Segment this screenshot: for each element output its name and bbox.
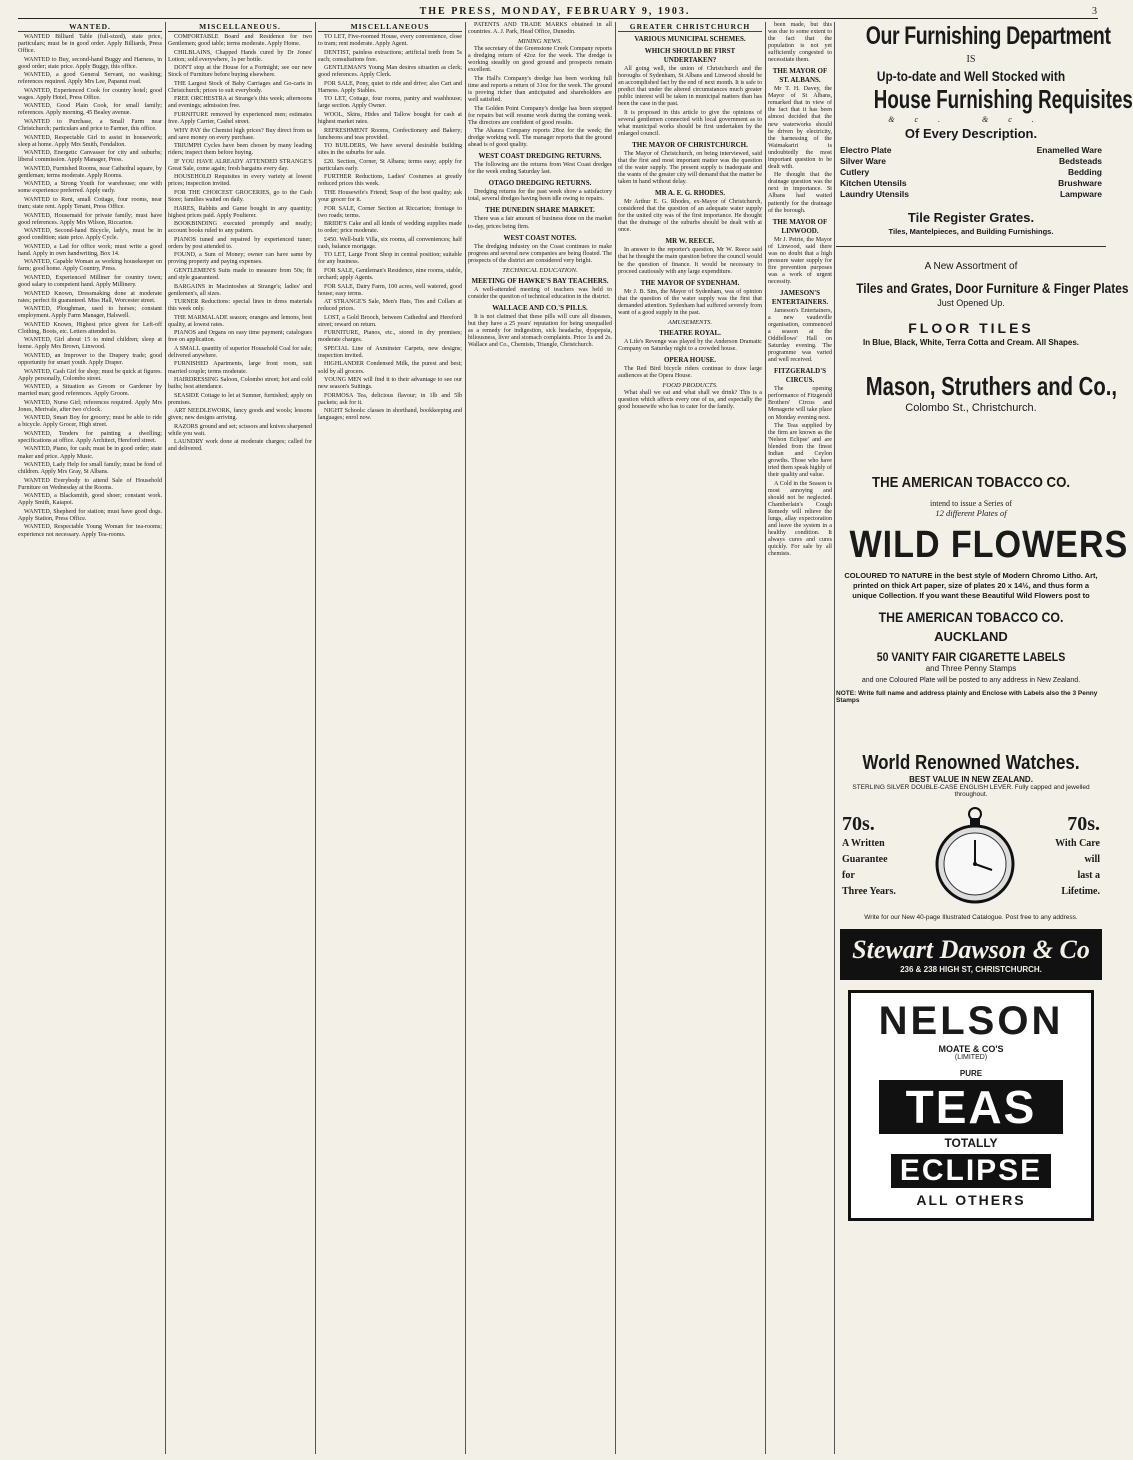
column-heading: MISCELLANEOUS. (168, 22, 312, 32)
article-paragraph: WANTED Everybody to attend Sale of Household Furniture on Wednesday at the Rooms. (18, 477, 162, 491)
article-paragraph: He thought that the drainage question was the next in importance. St Albans had waited patiently for the drainage of the borough. (768, 172, 832, 214)
furnishing-well-stocked: Up-to-date and Well Stocked with (876, 68, 1066, 84)
article-paragraph: TO LET, Five-roomed House, every convenience, close to tram; rent moderate. Apply Agent. (318, 34, 462, 48)
nelson-moate: MOATE & CO'S (938, 1044, 1004, 1054)
article-paragraph: WANTED, Furnished Rooms, near Cathedral square, by gentleman; terms moderate. Apply Rooms. (18, 165, 162, 179)
article-paragraph: WANTED, an Improver to the Drapery trade; good opportunity for smart youth. Apply Draper. (18, 352, 162, 366)
furnishing-every-description: Of Every Description. (904, 126, 1038, 141)
watch-guarantee-line: Guarantee (842, 853, 888, 865)
watches-description: STERLING SILVER DOUBLE-CASE ENGLISH LEVER. Fully capped and jewelled throughout. (852, 784, 1090, 798)
tobacco-city: AUCKLAND (934, 629, 1008, 644)
article-paragraph: WANTED, Shepherd for station; must have good dogs. Apply Station, Press Office. (18, 508, 162, 522)
tobacco-description: COLOURED TO NATURE in the best style of Modern Chromo Litho. Art, printed on thick Art paper, size of plates 20 x 14½, and thus form a unique Collection. If you want these Beautiful Wild Flowers post to (844, 571, 1098, 600)
article-paragraph: LAUNDRY work done at moderate charges; called for and delivered. (168, 439, 312, 453)
article-paragraph: WANTED Known, Highest price given for Left-off Clothing, Boots, etc. Letters attended to. (18, 321, 162, 335)
article-paragraph: THE MARMALADE season; oranges and lemons, best quality, at lowest rates. (168, 314, 312, 328)
article-paragraph: WANTED, a Situation as Groom or Gardener by married man; good references. Apply Groom. (18, 384, 162, 398)
article-paragraph: WANTED, Lady Help for small family; must be fond of children. Apply Mrs Gray, St Albans. (18, 462, 162, 476)
article-paragraph: A well-attended meeting of teachers was held to consider the question of technical education in the district. (468, 286, 612, 300)
tobacco-advertisement (836, 474, 1129, 704)
article-paragraph: BARGAINS in Macintoshes at Strange's; ladies' and gentlemen's, all sizes. (168, 283, 312, 297)
section-subheading: THEATRE ROYAL. (659, 328, 721, 337)
column-divider (615, 22, 616, 1454)
nelson-eclipse: ECLIPSE (891, 1154, 1051, 1188)
column-greater-christchurch (618, 22, 762, 1454)
article-paragraph: The Ahaura Company reports 28oz for the week; the dredge working well. The manager reports that the ground ahead is of good quality. (468, 128, 612, 149)
article-paragraph: YOUNG MEN will find it to their advantage to see our new season's Suitings. (318, 377, 462, 391)
furnishing-etc: &c. &c. (888, 115, 1054, 124)
section-subheading: JAMESON'S ENTERTAINERS. (771, 288, 829, 306)
watches-left (842, 813, 896, 900)
article-paragraph: A Life's Revenge was played by the Anderson Dramatic Company on Saturday night to a crowded house. (618, 338, 762, 352)
section-subheading: WALLACE AND CO.'S PILLS. (492, 303, 588, 312)
nelson-tea-advertisement (848, 990, 1094, 1221)
article-paragraph: COMFORTABLE Board and Residence for two Gentlemen; good table; terms moderate. Apply Home. (168, 34, 312, 48)
tobacco-twelve-plates: 12 different Plates of (935, 508, 1007, 518)
article-paragraph: The Golden Point Company's dredge has been stopped for repairs but will resume work during the coming week. The directors are confident of good results. (468, 105, 612, 126)
article-paragraph: The following are the returns from West Coast dredges for the week ending Saturday last. (468, 162, 612, 176)
just-opened: Just Opened Up. (937, 298, 1005, 308)
section-subheading: MEETING OF HAWKE'S BAY TEACHERS. (471, 276, 609, 285)
column-divider (465, 22, 466, 1454)
article-paragraph: The Teas supplied by the firm are known as the 'Nelson Eclipse' and are blended from the finest Indian and Ceylon growths. Those who have tried them speak highly of their quality and value. (768, 423, 832, 479)
article-paragraph: It is not claimed that these pills will cure all diseases, but they have a 25 years' reputation for being unequalled as a remedy for indigestion, sick headache, dyspepsia, biliousness, liver and stomach complaints. Price 1s and 2s. Wallace and Co., Chemists, Triangle, Christchurch. (468, 313, 612, 349)
section-subheading: THE MAYOR OF CHRISTCHURCH. (632, 140, 748, 149)
section-subheading: TECHNICAL EDUCATION. (502, 266, 578, 274)
article-paragraph: The Hall's Company's dredge has been working full time and reports a return of 31oz for the week. The ground is proving richer than anticipated and shareholders are well satisfied. (468, 75, 612, 103)
column-heading: WANTED. (18, 22, 162, 32)
column-divider (315, 22, 316, 1454)
article-paragraph: WANTED, Ploughman, used to horses; constant employment. Apply Farm Manager, Halswell. (18, 306, 162, 320)
stewart-dawson-address: 236 & 238 HIGH ST, CHRISTCHURCH. (900, 965, 1042, 974)
article-paragraph: WANTED, Tenders for painting a dwelling; specifications at office. Apply Architect, Hereford street. (18, 430, 162, 444)
nelson-all-others: ALL OTHERS (916, 1192, 1026, 1208)
tile-register-sub: Tiles, Mantelpieces, and Building Furnishings. (888, 227, 1054, 236)
article-paragraph: LOST, a Gold Brooch, between Cathedral and Hereford street; reward on return. (318, 314, 462, 328)
article-paragraph: WANTED, Respectable Young Woman for tea-rooms; experience not necessary. Apply Tea-rooms. (18, 524, 162, 538)
article-paragraph: PIANOS tuned and repaired by experienced tuner; orders by post attended to. (168, 236, 312, 250)
article-paragraph: WANTED, a good General Servant, no washing; references required. Apply Mrs Lee, Papanui road. (18, 72, 162, 86)
article-paragraph: IF YOU HAVE ALREADY ATTENDED STRANGE'S Great Sale, come again; fresh bargains every day. (168, 158, 312, 172)
column-heading: MISCELLANEOUS (318, 22, 462, 32)
list-item: Electro Plate (840, 145, 892, 155)
tobacco-stamps: and Three Penny Stamps (925, 664, 1017, 673)
section-subheading: FITZGERALD'S CIRCUS. (773, 367, 827, 385)
article-paragraph: FURTHER Reductions, Ladies' Costumes at greatly reduced prices this week. (318, 174, 462, 188)
watch-price-right: 70s. (1067, 812, 1100, 835)
article-paragraph: Dredging returns for the past week show a satisfactory total, several dredges having been idle owing to repairs. (468, 189, 612, 203)
tobacco-posted: and one Coloured Plate will be posted to any address in New Zealand. (861, 677, 1081, 684)
article-paragraph: RAZORS ground and set; scissors and knives sharpened while you wait. (168, 423, 312, 437)
article-paragraph: PIANOS and Organs on easy time payment; catalogues free on application. (168, 330, 312, 344)
section-subheading: WEST COAST NOTES. (503, 233, 577, 242)
section-subheading: MINING NEWS. (518, 38, 562, 46)
furnishing-items-right (1037, 145, 1102, 200)
article-paragraph: The dredging industry on the Coast continues to make progress and several new companies are being floated. The prospects of the district are considered very bright. (468, 243, 612, 264)
watch-guarantee-line: Three Years. (842, 885, 896, 897)
watches-price-row (836, 804, 1106, 908)
tobacco-intend: intend to issue a Series of (930, 499, 1012, 508)
section-subheading: MR W. REECE. (665, 237, 715, 246)
list-item: Brushware (1058, 178, 1102, 188)
article-paragraph: NIGHT Schools: classes in shorthand, bookkeeping and languages; enrol now. (318, 408, 462, 422)
article-paragraph: The opening performance of Fitzgerald Brothers' Circus and Menagerie will take place on Monday evening next. (768, 386, 832, 421)
article-paragraph: WANTED, Housemaid for private family; must have good references. Apply Mrs Wilson, Riccarton. (18, 212, 162, 226)
list-item: Enamelled Ware (1036, 145, 1102, 155)
masthead (18, 4, 1098, 19)
article-paragraph: The Mayor of Christchurch, on being interviewed, said that the first and most important matter was the question of the water supply. The present supply is inadequate and the wants of the greater city will demand that the matter be taken in hand without delay. (618, 150, 762, 186)
article-paragraph: WANTED, Cash Girl for shop; must be quick at figures. Apply personally, Colombo street. (18, 368, 162, 382)
masthead-title: THE PRESS, MONDAY, FEBRUARY 9, 1903. (419, 5, 691, 17)
article-paragraph: FURNISHED Apartments, large front room, suit married couple; terms moderate. (168, 361, 312, 375)
nelson-pure: PURE (959, 1069, 983, 1078)
page-number: 3 (1092, 5, 1098, 17)
list-item: Bedsteads (1059, 156, 1102, 166)
article-paragraph: £20. Section, Corner, St Albans; terms easy; apply for particulars early. (318, 158, 462, 172)
tobacco-company-address: THE AMERICAN TOBACCO CO. (878, 609, 1064, 625)
article-paragraph: DON'T stop at the House for a Fortnight; see our new Stock of Furniture before buying elsewhere. (168, 65, 312, 79)
article-paragraph: FOR SALE, Gentleman's Residence, nine rooms, stable, orchard; apply Agents. (318, 267, 462, 281)
article-paragraph: REFRESHMENT Rooms, Confectionery and Bakery; luncheons and teas provided. (318, 127, 462, 141)
column-wanted (18, 22, 162, 1454)
article-paragraph: THE Largest Stock of Baby Carriages and Go-carts in Christchurch; prices to suit everybody. (168, 80, 312, 94)
article-paragraph: FOUND, a Sum of Money; owner can have same by proving property and paying expenses. (168, 252, 312, 266)
article-paragraph: FORMOSA Tea, delicious flavour; in 1lb and 5lb packets; ask for it. (318, 392, 462, 406)
article-paragraph: HIGHLANDER Condensed Milk, the purest and best; sold by all grocers. (318, 361, 462, 375)
article-paragraph: been made, but this was due to some extent to the fact that the population is not yet sufficiently congested to necessitate them. (768, 22, 832, 64)
section-subheading: OTAGO DREDGING RETURNS. (488, 179, 592, 188)
article-paragraph: WANTED to Buy, second-hand Buggy and Harness, in good order; state price. Apply Buggy, this office. (18, 56, 162, 70)
section-subheading: MR A. E. G. RHODES. (654, 189, 725, 198)
watches-right (1055, 813, 1100, 900)
column-miscellaneous-1 (168, 22, 312, 1454)
section-subheading: WHICH SHOULD BE FIRST UNDERTAKEN? (644, 47, 736, 64)
section-subheading: OPERA HOUSE. (663, 355, 717, 364)
article-paragraph: GENTLEMEN'S Suits made to measure from 50s; fit and style guaranteed. (168, 267, 312, 281)
article-paragraph: Jameson's Entertainers, a new vaudeville organisation, commenced a season at the Oddfellows' Hall on Saturday evening. The programme was varied and well received. (768, 307, 832, 364)
article-paragraph: PATENTS AND TRADE MARKS obtained in all countries. A. J. Park, Head Office, Dunedin. (468, 22, 612, 36)
article-paragraph: WANTED, Experienced Cook for country hotel; good wages. Apply Hotel, Press Office. (18, 87, 162, 101)
floor-tiles-sub: In Blue, Black, White, Terra Cotta and Cream. All Shapes. (862, 338, 1080, 347)
article-paragraph: Mr J. B. Sim, the Mayor of Sydenham, was of opinion that the question of the water supply was the first that demanded attention. Sydenham had suffered severely from want of a good supply in the past. (618, 288, 762, 316)
article-paragraph: All going well, the union of Christchurch and the boroughs of Sydenham, St Albans and Linwood should be an accomplished fact by the end of next month. It is safe to predict that under the altered circumstances much greater public interest will be taken in municipal matters than has been the case in the past. (618, 66, 763, 108)
list-item: Cutlery (840, 167, 870, 177)
article-paragraph: HOUSEHOLD Requisites in every variety at lowest prices; inspection invited. (168, 174, 312, 188)
column-divider (834, 22, 835, 1454)
article-paragraph: WANTED, Respectable Girl to assist in housework; sleep at home. Apply Mrs Smith, Fendalton. (18, 134, 162, 148)
list-item: Lampware (1059, 189, 1102, 199)
article-paragraph: WHY PAY the Chemist high prices? Buy direct from us and save money on every purchase. (168, 127, 312, 141)
article-paragraph: The Red Bird bicycle riders continue to draw large audiences at the Opera House. (618, 365, 762, 379)
section-subheading: VARIOUS MUNICIPAL SCHEMES. (634, 35, 746, 43)
article-paragraph: TURNER Reductions: special lines in dress materials this week only. (168, 299, 312, 313)
list-item: Kitchen Utensils (840, 178, 907, 188)
article-paragraph: WANTED, a Strong Youth for warehouse; one with some experience preferred. Apply early. (18, 181, 162, 195)
furnishing-item-list (836, 145, 1106, 200)
article-paragraph: BOOKBINDING executed promptly and neatly; account books ruled to any pattern. (168, 221, 312, 235)
article-paragraph: Mr Arthur E. G. Rhodes, ex-Mayor of Christchurch, considered that the question of an adequate water supply for the united city was of the first importance. He thought that the drainage of the suburbs should be dealt with at once. (618, 199, 762, 234)
article-paragraph: ART NEEDLEWORK, fancy goods and wools; lessons given; new designs arriving. (168, 408, 312, 422)
column-mining-news (468, 22, 612, 1454)
pocket-watch-icon (932, 804, 1018, 908)
watch-price-left: 70s. (842, 812, 875, 835)
mason-struthers-address: Colombo St., Christchurch. (905, 402, 1037, 414)
stewart-dawson-name: Stewart Dawson & Co (852, 935, 1090, 964)
watch-guarantee-line: A Written (842, 837, 885, 849)
article-paragraph: It is proposed in this article to give the opinions of several gentlemen connected with local government as to what municipal works should be first undertaken by the enlarged council. (618, 109, 762, 137)
furnishing-requisites: House Furnishing Requisites (873, 84, 1133, 114)
new-assortment: A New Assortment of (924, 261, 1018, 272)
column-divider (765, 22, 766, 1454)
article-paragraph: WANTED, Good Plain Cook, for small family; references. Apply morning, 45 Bealey avenue. (18, 103, 162, 117)
tile-register-grates: Tile Register Grates. (907, 210, 1035, 225)
article-paragraph: FOR THE CHOICEST GROCERIES, go to the Cash Store; families waited on daily. (168, 189, 312, 203)
furnishing-headline: Our Furnishing Department (865, 22, 1111, 50)
article-paragraph: CHILBLAINS, Chapped Hands cured by Dr Jones' Lotion; sold everywhere, 1s per bottle. (168, 49, 312, 63)
furnishing-items-left (840, 145, 909, 200)
article-paragraph: £450. Well-built Villa, six rooms, all conveniences; half cash, balance mortgage. (318, 236, 462, 250)
advertisements (836, 22, 1133, 1454)
section-subheading: AMUSEMENTS. (667, 318, 713, 326)
article-paragraph: FREE ORCHESTRA at Strange's this week; afternoons and evenings; admission free. (168, 96, 312, 110)
floor-tiles: FLOOR TILES (908, 320, 1034, 336)
article-paragraph: WANTED, Girl about 15 to mind children; sleep at home. Apply Mrs Brown, Linwood. (18, 337, 162, 351)
article-paragraph: WANTED, Piano, for cash; must be in good order; state maker and price. Apply Music. (18, 446, 162, 460)
article-paragraph: There was a fair amount of business done on the market to-day, prices being firm. (468, 216, 612, 230)
watch-care-line: last a (1077, 869, 1100, 881)
article-paragraph: WANTED, Energetic Canvasser for city and suburbs; liberal commission. Apply Manager, Press. (18, 150, 162, 164)
article-paragraph: The secretary of the Greenstone Creek Company reports a dredging return of 42oz for the week. The dredge is working steadily on good ground and prospects remain excellent. (468, 46, 612, 74)
article-paragraph: FURNITURE removed by experienced men; estimates free. Apply Carrier, Cashel street. (168, 111, 312, 126)
article-paragraph: WANTED Known, Dressmaking done at moderate rates; perfect fit guaranteed. Miss Hall, Worcester street. (18, 290, 162, 304)
section-subheading: THE DUNEDIN SHARE MARKET. (485, 206, 595, 215)
article-paragraph: What shall we eat and what shall we drink? This is a question which affects every one of us, and especially the good housewife who has to cater for the family. (618, 390, 762, 411)
article-paragraph: Mr T. H. Davey, the Mayor of St Albans, remarked that in view of the fact that it has been almost decided that the new waterworks should be driven by electricity, the harnessing of the Waimakariri is undoubtedly the most important question to be dealt with. (768, 86, 832, 170)
article-paragraph: A Cold in the Season is most annoying and should not be neglected. Chamberlain's Cough Remedy will relieve the lungs, allay expectoration and leave the system in a healthy condition. It always cures and cures quickly. For sale by all chemists. (768, 480, 832, 558)
stewart-dawson-banner (840, 929, 1102, 980)
article-paragraph: WANTED, Capable Woman as working housekeeper on farm; good home. Apply Country, Press. (18, 259, 162, 273)
article-paragraph: GENTLEMAN'S Young Man desires situation as clerk; good references. Apply Clerk. (318, 65, 462, 79)
article-paragraph: WANTED to Rent, small Cottage, four rooms, near tram; state rent. Apply Tenant, Press Office. (18, 196, 162, 211)
list-item: Laundry Utensils (840, 189, 909, 199)
article-paragraph: WANTED, Experienced Milliner for country town; good salary to competent hand. Apply Millinery. (18, 274, 162, 288)
article-paragraph: FURNITURE, Pianos, etc., stored in dry premises; moderate charges. (318, 330, 462, 344)
watch-care-line: With Care (1055, 837, 1100, 849)
tobacco-labels: 50 VANITY FAIR CIGARETTE LABELS (876, 650, 1066, 664)
list-item: Silver Ware (840, 156, 886, 166)
column-miscellaneous-2 (318, 22, 462, 1454)
tiles-and-grates: Tiles and Grates, Door Furniture & Finger Plates (856, 280, 1129, 296)
tobacco-company: THE AMERICAN TOBACCO CO. (872, 474, 1070, 491)
section-subheading: FOOD PRODUCTS. (662, 382, 718, 390)
article-paragraph: AT STRANGE'S Sale, Men's Hats, Ties and Collars at reduced prices. (318, 299, 462, 313)
nelson-name: NELSON (878, 999, 1064, 1043)
article-paragraph: TRIUMPH Cycles have been chosen by many leading riders; inspect them before buying. (168, 143, 312, 157)
watch-care-line: will (1084, 853, 1100, 865)
article-paragraph: WANTED, Second-hand Bicycle, lady's, must be in good condition; state price. Apply Cycle. (18, 228, 162, 242)
article-paragraph: Mr J. Petrie, the Mayor of Linwood, said there was no doubt that a high pressure water supply for fire prevention purposes was a work of urgent necessity. (768, 236, 832, 285)
article-paragraph: FOR SALE, Corner Section at Riccarton; frontage to two roads; terms. (318, 205, 462, 219)
article-paragraph: FOR SALE, Dairy Farm, 100 acres, well watered, good house; easy terms. (318, 283, 462, 297)
watches-headline: World Renowned Watches. (862, 752, 1080, 774)
article-paragraph: HAIRDRESSING Saloon, Colombo street; hot and cold baths; best attendance. (168, 377, 312, 391)
wild-flowers-headline: WILD FLOWERS (849, 524, 1129, 566)
article-paragraph: SEASIDE Cottage to let at Sumner, furnished; apply on premises. (168, 392, 312, 406)
article-paragraph: WANTED, Smart Boy for grocery; must be able to ride a bicycle. Apply Grocer, High street. (18, 415, 162, 429)
article-paragraph: FOR SALE, Pony, quiet to ride and drive; also Cart and Harness. Apply Stables. (318, 80, 462, 94)
tobacco-note: NOTE: Write full name and address plainly and Enclose with Labels also the 3 Penny Stamps (836, 690, 1098, 704)
section-subheading: THE MAYOR OF SYDENHAM. (640, 278, 740, 287)
watches-advertisement (836, 752, 1106, 980)
article-paragraph: THE Housewife's Friend; Soap of the best quality; ask your grocer for it. (318, 189, 462, 203)
article-paragraph: In answer to the reporter's question, Mr W. Reece said that he thought the main question before the council would be the question of finance. It would be necessary to proceed cautiously with any large expenditure. (618, 247, 762, 275)
article-paragraph: WANTED to Purchase, a Small Farm near Christchurch; particulars and price to Farmer, this office. (18, 119, 162, 133)
watch-guarantee-line: for (842, 869, 855, 881)
list-item: Bedding (1068, 167, 1102, 177)
article-paragraph: WANTED, a Lad for office work; must write a good hand. Apply in own handwriting, Box 14. (18, 243, 162, 257)
article-paragraph: DENTIST, painless extractions; artificial teeth from 5s each; consultations free. (318, 49, 462, 63)
nelson-limited: (LIMITED) (954, 1054, 988, 1061)
section-subheading: THE MAYOR OF ST. ALBANS. (772, 67, 828, 85)
article-paragraph: A SMALL quantity of superior Household Coal for sale; delivered anywhere. (168, 345, 312, 359)
furnishing-is: IS (966, 54, 976, 65)
article-paragraph: HARES, Rabbits and Game bought in any quantity; highest prices paid. Apply Poulterer. (168, 205, 312, 219)
watches-best-value: BEST VALUE IN NEW ZEALAND. (909, 775, 1033, 784)
article-paragraph: TO LET, Large Front Shop in central position; suitable for any business. (318, 252, 462, 266)
column-continued (768, 22, 832, 1454)
section-subheading: THE MAYOR OF LINWOOD. (772, 217, 828, 235)
section-subheading: WEST COAST DREDGING RETURNS. (478, 152, 602, 161)
article-paragraph: TO LET, Cottage, four rooms, pantry and washhouse; large section. Apply Owner. (318, 96, 462, 110)
watches-catalogue: Write for our New 40-page Illustrated Catalogue. Post free to any address. (864, 914, 1078, 921)
article-paragraph: TO BUILDERS, We have several desirable building sites in the suburbs for sale. (318, 143, 462, 157)
mason-struthers-name: Mason, Struthers and Co., (865, 371, 1117, 401)
watch-care-line: Lifetime. (1061, 885, 1100, 897)
article-paragraph: WOOL, Skins, Hides and Tallow bought for cash at highest market rates. (318, 111, 462, 126)
article-paragraph: WANTED, Nurse Girl; references required. Apply Mrs Jones, Merivale, after two o'clock. (18, 399, 162, 413)
divider (836, 246, 1106, 247)
column-heading: GREATER CHRISTCHURCH (618, 22, 762, 32)
article-paragraph: WANTED Billiard Table (full-sized), state price, particulars; must be in good order. Apply Billiards, Press Office. (18, 34, 162, 55)
article-paragraph: SPECIAL Line of Axminster Carpets, new designs; inspection invited. (318, 345, 462, 359)
article-paragraph: BRIDE'S Cake and all kinds of wedding supplies made to order; price moderate. (318, 221, 462, 235)
nelson-teas: TEAS (879, 1080, 1063, 1134)
article-paragraph: WANTED, a Blacksmith, good shoer; constant work. Apply Smith, Kaiapoi. (18, 493, 162, 507)
nelson-totally: TOTALLY (944, 1136, 998, 1150)
column-divider (165, 22, 166, 1454)
furnishing-advertisement (836, 22, 1133, 414)
